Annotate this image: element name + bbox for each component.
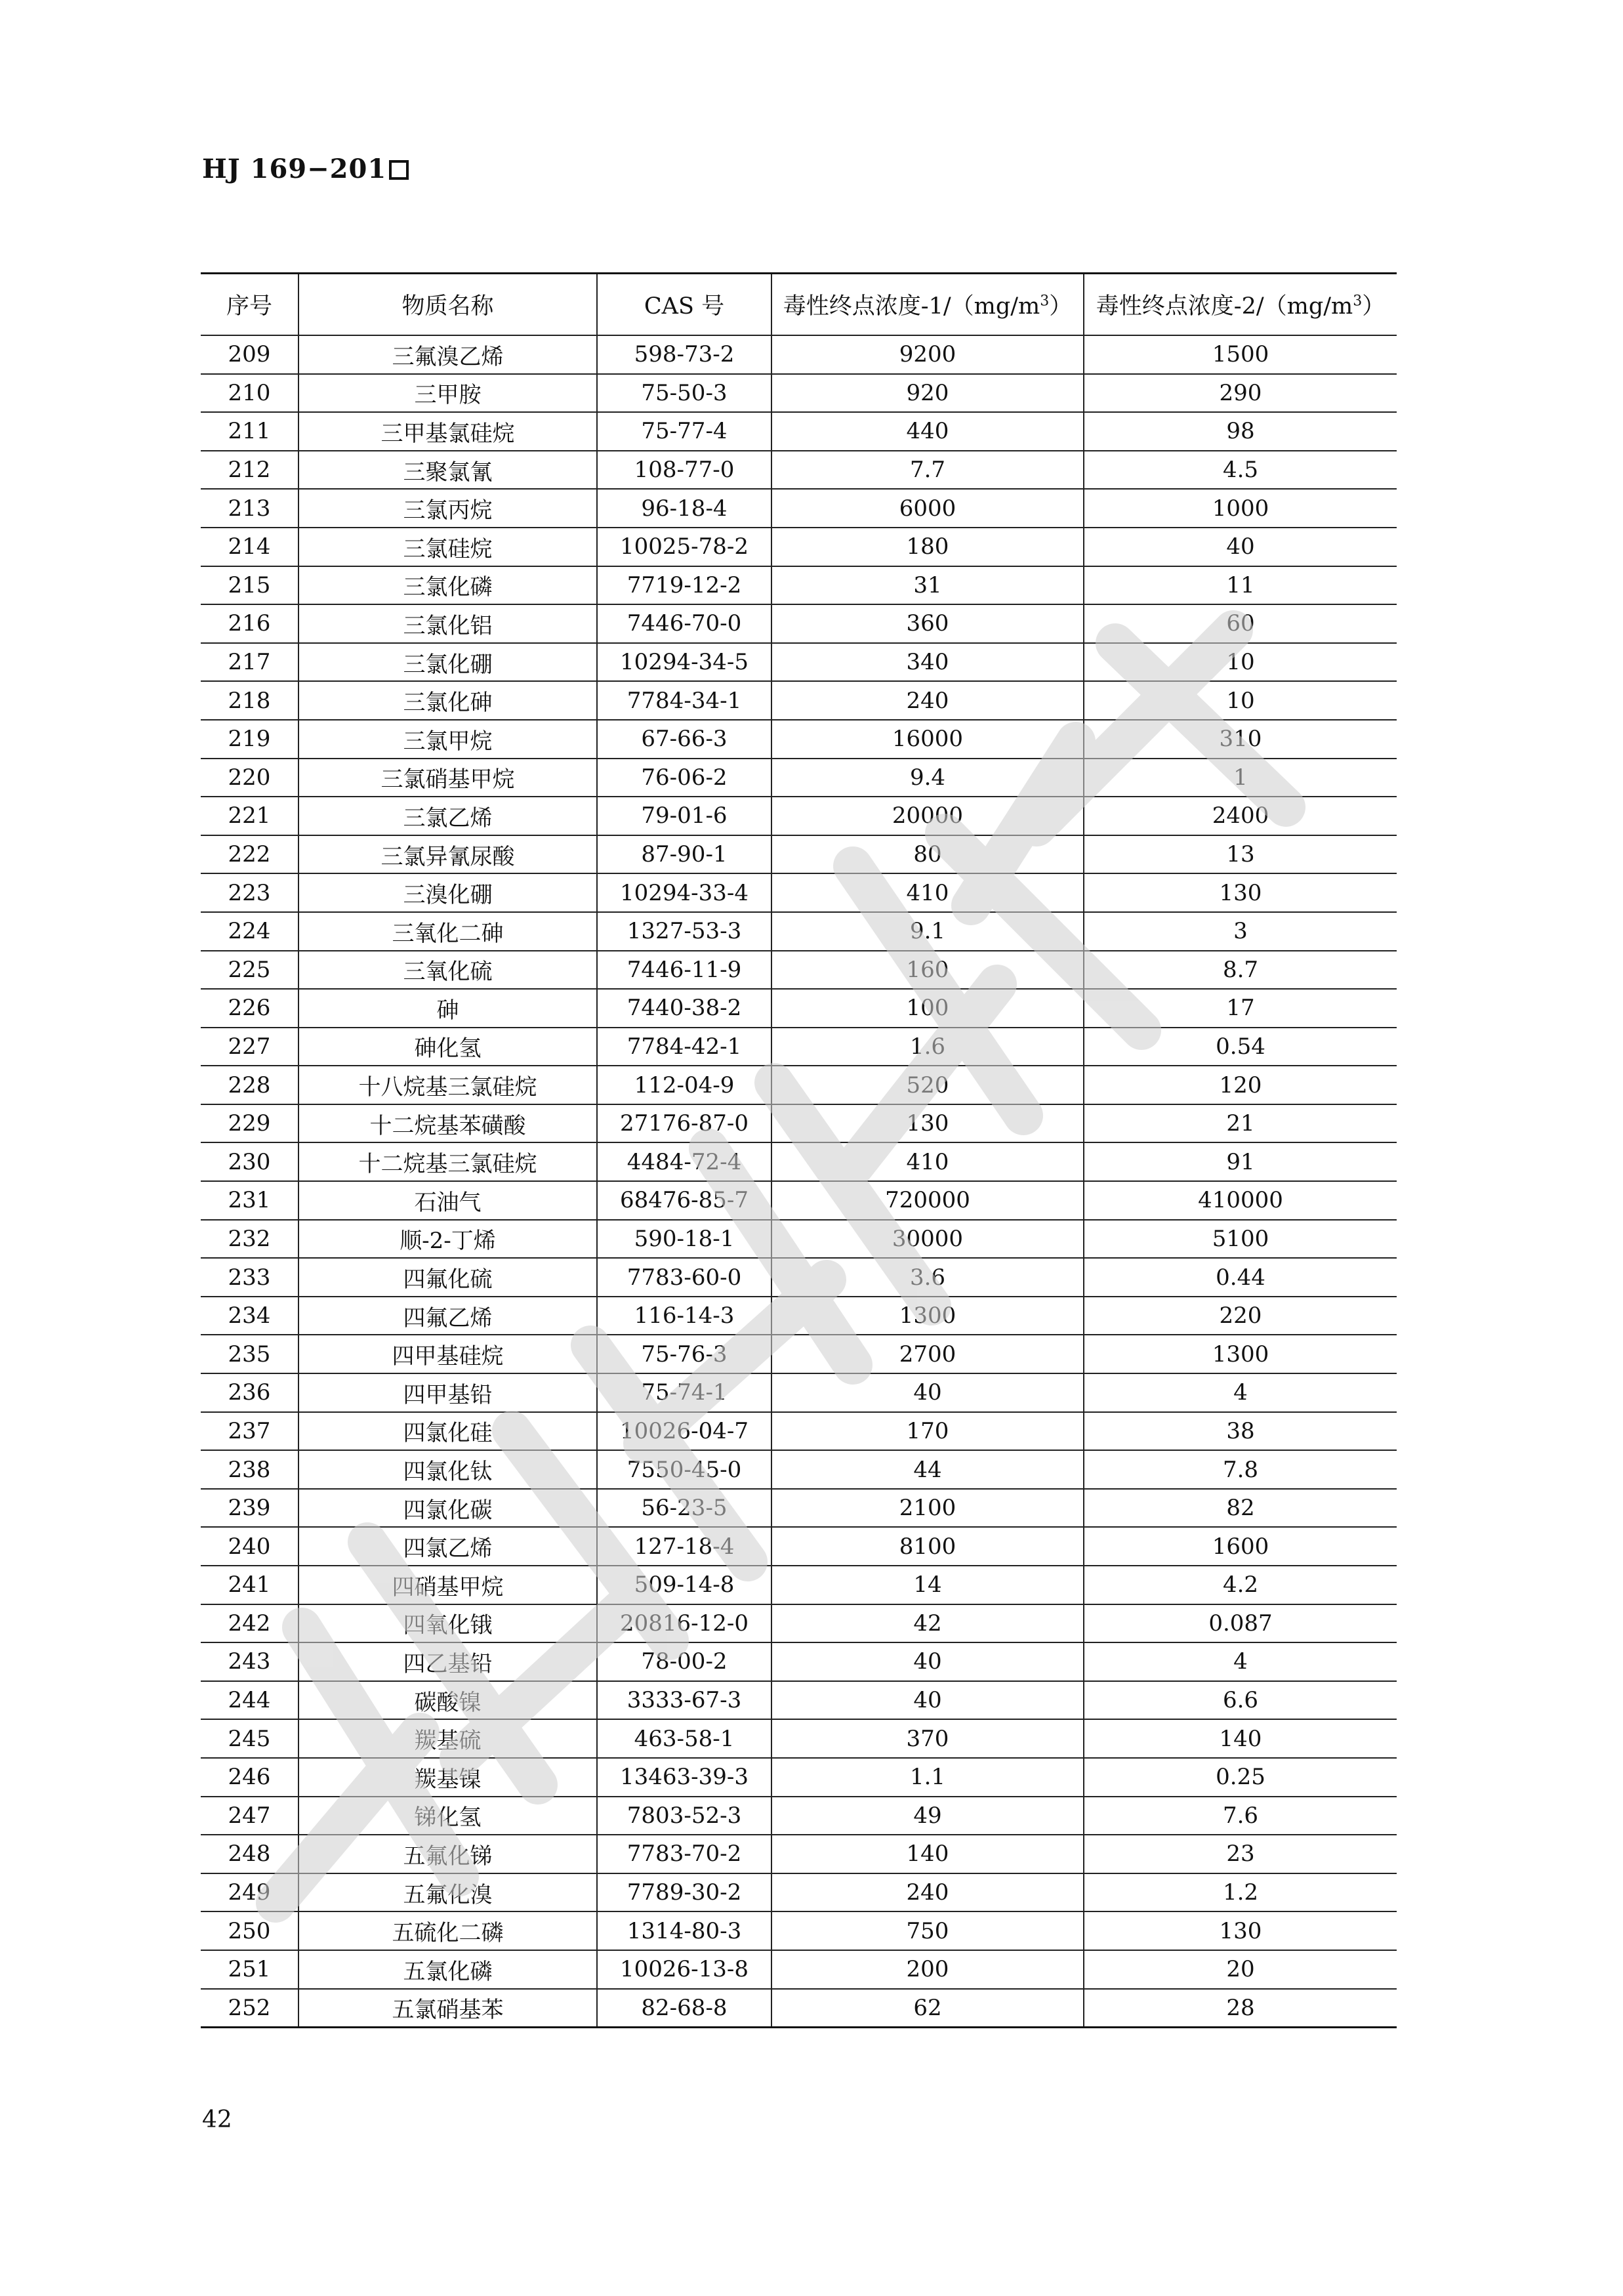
cell-cas-number: 112-04-9: [597, 1066, 771, 1104]
cell-endpoint-1: 440: [771, 412, 1084, 451]
cell-cas-number: 75-50-3: [597, 374, 771, 413]
cell-index: 224: [201, 912, 298, 951]
cell-index: 210: [201, 374, 298, 413]
cell-endpoint-1: 130: [771, 1104, 1084, 1143]
cell-substance-name: 五氟化溴: [298, 1873, 597, 1912]
cell-index: 231: [201, 1181, 298, 1220]
cell-cas-number: 20816-12-0: [597, 1604, 771, 1643]
cell-cas-number: 7446-11-9: [597, 951, 771, 990]
cell-index: 218: [201, 681, 298, 720]
cell-cas-number: 75-76-3: [597, 1335, 771, 1373]
cell-substance-name: 四氟化硫: [298, 1258, 597, 1297]
table-row: [201, 1066, 1397, 1104]
cell-index: 216: [201, 604, 298, 643]
cell-substance-name: 四氯化碳: [298, 1489, 597, 1528]
cell-substance-name: 四氧化锇: [298, 1604, 597, 1643]
cell-endpoint-1: 140: [771, 1835, 1084, 1873]
cell-endpoint-1: 9200: [771, 335, 1084, 374]
cell-cas-number: 509-14-8: [597, 1566, 771, 1604]
table-row: [201, 451, 1397, 490]
cell-endpoint-1: 62: [771, 1989, 1084, 2028]
cell-substance-name: 三氯化硼: [298, 643, 597, 682]
table-row: [201, 1297, 1397, 1335]
cell-substance-name: 四氯化钛: [298, 1450, 597, 1489]
cell-index: 247: [201, 1797, 298, 1835]
cell-endpoint-2: 17: [1084, 989, 1397, 1028]
cell-endpoint-1: 360: [771, 604, 1084, 643]
cell-index: 219: [201, 720, 298, 759]
cell-endpoint-2: 0.44: [1084, 1258, 1397, 1297]
table-row: [201, 1950, 1397, 1989]
cell-substance-name: 三氯硅烷: [298, 528, 597, 566]
cell-cas-number: 56-23-5: [597, 1489, 771, 1528]
cell-endpoint-1: 42: [771, 1604, 1084, 1643]
cell-index: 232: [201, 1220, 298, 1259]
cell-cas-number: 7719-12-2: [597, 566, 771, 605]
cell-index: 235: [201, 1335, 298, 1373]
cell-endpoint-2: 28: [1084, 1989, 1397, 2028]
cell-cas-number: 7784-42-1: [597, 1028, 771, 1066]
table-row: [201, 1028, 1397, 1066]
cell-index: 213: [201, 489, 298, 528]
cell-substance-name: 碳酸镍: [298, 1681, 597, 1720]
cell-cas-number: 10025-78-2: [597, 528, 771, 566]
cell-cas-number: 96-18-4: [597, 489, 771, 528]
cell-endpoint-2: 0.54: [1084, 1028, 1397, 1066]
cell-endpoint-2: 4: [1084, 1373, 1397, 1412]
cell-cas-number: 75-74-1: [597, 1373, 771, 1412]
cell-substance-name: 三氯丙烷: [298, 489, 597, 528]
cell-endpoint-1: 920: [771, 374, 1084, 413]
cell-index: 225: [201, 951, 298, 990]
table-row: [201, 1142, 1397, 1181]
table-row: [201, 1220, 1397, 1259]
table-row: [201, 1835, 1397, 1873]
placeholder-box-icon: [389, 160, 409, 180]
cell-substance-name: 砷化氢: [298, 1028, 597, 1066]
cell-endpoint-1: 6000: [771, 489, 1084, 528]
cell-endpoint-2: 1000: [1084, 489, 1397, 528]
cell-endpoint-2: 1300: [1084, 1335, 1397, 1373]
cell-substance-name: 三氯异氰尿酸: [298, 835, 597, 874]
cell-cas-number: 7789-30-2: [597, 1873, 771, 1912]
cell-endpoint-1: 180: [771, 528, 1084, 566]
cell-index: 250: [201, 1911, 298, 1950]
cell-cas-number: 116-14-3: [597, 1297, 771, 1335]
cell-index: 243: [201, 1642, 298, 1681]
table-row: [201, 1911, 1397, 1950]
cell-index: 244: [201, 1681, 298, 1720]
cell-endpoint-2: 91: [1084, 1142, 1397, 1181]
cell-index: 238: [201, 1450, 298, 1489]
cell-index: 209: [201, 335, 298, 374]
cell-cas-number: 10026-13-8: [597, 1950, 771, 1989]
page-number: 42: [202, 2106, 232, 2133]
cell-endpoint-2: 11: [1084, 566, 1397, 605]
cell-substance-name: 四氟乙烯: [298, 1297, 597, 1335]
cell-endpoint-2: 3: [1084, 912, 1397, 951]
cell-endpoint-1: 160: [771, 951, 1084, 990]
cell-endpoint-1: 720000: [771, 1181, 1084, 1220]
table-row: [201, 951, 1397, 990]
cell-cas-number: 3333-67-3: [597, 1681, 771, 1720]
cell-substance-name: 四甲基硅烷: [298, 1335, 597, 1373]
cell-index: 212: [201, 451, 298, 490]
cell-substance-name: 砷: [298, 989, 597, 1028]
cell-endpoint-2: 23: [1084, 1835, 1397, 1873]
cell-endpoint-1: 40: [771, 1373, 1084, 1412]
cell-endpoint-2: 1500: [1084, 335, 1397, 374]
table-row: [201, 759, 1397, 797]
table-row: [201, 1181, 1397, 1220]
document-code-header: [202, 154, 409, 184]
cell-substance-name: 五氯化磷: [298, 1950, 597, 1989]
cell-endpoint-2: 0.087: [1084, 1604, 1397, 1643]
cell-substance-name: 四氯化硅: [298, 1412, 597, 1451]
column-header-cas: CAS 号: [597, 274, 771, 336]
table-row: [201, 566, 1397, 605]
cell-substance-name: 四乙基铅: [298, 1642, 597, 1681]
cell-cas-number: 10294-33-4: [597, 873, 771, 912]
cell-endpoint-2: 21: [1084, 1104, 1397, 1143]
cell-index: 230: [201, 1142, 298, 1181]
table-row: [201, 1642, 1397, 1681]
table-row: [201, 1797, 1397, 1835]
cell-index: 249: [201, 1873, 298, 1912]
cell-substance-name: 十八烷基三氯硅烷: [298, 1066, 597, 1104]
cell-substance-name: 三氧化二砷: [298, 912, 597, 951]
cell-endpoint-2: 120: [1084, 1066, 1397, 1104]
cell-substance-name: 三甲基氯硅烷: [298, 412, 597, 451]
cell-substance-name: 五氟化锑: [298, 1835, 597, 1873]
cell-endpoint-2: 0.25: [1084, 1758, 1397, 1797]
cell-index: 223: [201, 873, 298, 912]
cell-index: 221: [201, 797, 298, 835]
table-row: [201, 1873, 1397, 1912]
cell-cas-number: 10294-34-5: [597, 643, 771, 682]
cell-endpoint-1: 40: [771, 1681, 1084, 1720]
table-row: [201, 528, 1397, 566]
cell-index: 222: [201, 835, 298, 874]
cell-index: 227: [201, 1028, 298, 1066]
cell-endpoint-1: 1.1: [771, 1758, 1084, 1797]
cell-endpoint-1: 8100: [771, 1527, 1084, 1566]
cell-index: 242: [201, 1604, 298, 1643]
cell-cas-number: 87-90-1: [597, 835, 771, 874]
cell-substance-name: 三溴化硼: [298, 873, 597, 912]
cell-substance-name: 羰基硫: [298, 1719, 597, 1758]
table-row: [201, 873, 1397, 912]
cell-endpoint-1: 170: [771, 1412, 1084, 1451]
cell-substance-name: 三氯化铝: [298, 604, 597, 643]
cell-cas-number: 7440-38-2: [597, 989, 771, 1028]
cell-substance-name: 三氯甲烷: [298, 720, 597, 759]
cell-index: 248: [201, 1835, 298, 1873]
cell-index: 245: [201, 1719, 298, 1758]
document-code: HJ 169−201: [202, 154, 387, 184]
column-header-endpoint-2: 毒性终点浓度$-2/(mg/m^3)$: [1084, 274, 1397, 336]
cell-cas-number: 7446-70-0: [597, 604, 771, 643]
cell-endpoint-2: 130: [1084, 1911, 1397, 1950]
cell-index: 237: [201, 1412, 298, 1451]
cell-cas-number: 78-00-2: [597, 1642, 771, 1681]
cell-substance-name: 四甲基铅: [298, 1373, 597, 1412]
cell-cas-number: 27176-87-0: [597, 1104, 771, 1143]
cell-substance-name: 三氟溴乙烯: [298, 335, 597, 374]
cell-cas-number: 10026-04-7: [597, 1412, 771, 1451]
cell-cas-number: 68476-85-7: [597, 1181, 771, 1220]
cell-endpoint-1: 520: [771, 1066, 1084, 1104]
cell-cas-number: 67-66-3: [597, 720, 771, 759]
cell-substance-name: 三氯化砷: [298, 681, 597, 720]
cell-substance-name: 三氯硝基甲烷: [298, 759, 597, 797]
cell-cas-number: 598-73-2: [597, 335, 771, 374]
cell-endpoint-1: 200: [771, 1950, 1084, 1989]
cell-endpoint-1: 340: [771, 643, 1084, 682]
cell-cas-number: 76-06-2: [597, 759, 771, 797]
cell-substance-name: 石油气: [298, 1181, 597, 1220]
cell-index: 246: [201, 1758, 298, 1797]
table-row: [201, 1527, 1397, 1566]
cell-endpoint-1: 14: [771, 1566, 1084, 1604]
cell-index: 251: [201, 1950, 298, 1989]
table-header-row: [201, 274, 1397, 336]
cell-endpoint-2: 98: [1084, 412, 1397, 451]
cell-index: 252: [201, 1989, 298, 2028]
cell-cas-number: 590-18-1: [597, 1220, 771, 1259]
cell-index: 240: [201, 1527, 298, 1566]
cell-cas-number: 4484-72-4: [597, 1142, 771, 1181]
table-row: [201, 989, 1397, 1028]
cell-endpoint-1: 16000: [771, 720, 1084, 759]
cell-endpoint-1: 44: [771, 1450, 1084, 1489]
cell-substance-name: 十二烷基三氯硅烷: [298, 1142, 597, 1181]
cell-endpoint-1: 30000: [771, 1220, 1084, 1259]
table-row: [201, 1412, 1397, 1451]
cell-endpoint-2: 410000: [1084, 1181, 1397, 1220]
cell-index: 226: [201, 989, 298, 1028]
cell-endpoint-2: 1600: [1084, 1527, 1397, 1566]
column-header-endpoint-1: 毒性终点浓度$-1/(mg/m^3)$: [771, 274, 1084, 336]
table-row: [201, 604, 1397, 643]
table-row: [201, 1258, 1397, 1297]
cell-index: 215: [201, 566, 298, 605]
cell-endpoint-2: 140: [1084, 1719, 1397, 1758]
table-row: [201, 1335, 1397, 1373]
cell-endpoint-1: 410: [771, 873, 1084, 912]
cell-endpoint-1: 31: [771, 566, 1084, 605]
cell-endpoint-2: 6.6: [1084, 1681, 1397, 1720]
cell-endpoint-1: 49: [771, 1797, 1084, 1835]
cell-endpoint-1: 100: [771, 989, 1084, 1028]
table-row: [201, 1489, 1397, 1528]
cell-index: 220: [201, 759, 298, 797]
cell-endpoint-2: 220: [1084, 1297, 1397, 1335]
cell-endpoint-2: 60: [1084, 604, 1397, 643]
cell-index: 233: [201, 1258, 298, 1297]
table-row: [201, 720, 1397, 759]
cell-substance-name: 四氯乙烯: [298, 1527, 597, 1566]
cell-substance-name: 五硫化二磷: [298, 1911, 597, 1950]
table-row: [201, 412, 1397, 451]
cell-substance-name: 十二烷基苯磺酸: [298, 1104, 597, 1143]
cell-cas-number: 108-77-0: [597, 451, 771, 490]
cell-endpoint-1: 1.6: [771, 1028, 1084, 1066]
cell-endpoint-1: 80: [771, 835, 1084, 874]
cell-index: 229: [201, 1104, 298, 1143]
cell-index: 234: [201, 1297, 298, 1335]
cell-endpoint-1: 410: [771, 1142, 1084, 1181]
cell-cas-number: 7783-70-2: [597, 1835, 771, 1873]
cell-index: 211: [201, 412, 298, 451]
cell-cas-number: 13463-39-3: [597, 1758, 771, 1797]
cell-endpoint-2: 290: [1084, 374, 1397, 413]
cell-endpoint-1: 7.7: [771, 451, 1084, 490]
table-row: [201, 681, 1397, 720]
cell-index: 239: [201, 1489, 298, 1528]
cell-cas-number: 75-77-4: [597, 412, 771, 451]
cell-endpoint-1: 240: [771, 681, 1084, 720]
cell-index: 236: [201, 1373, 298, 1412]
cell-cas-number: 82-68-8: [597, 1989, 771, 2028]
cell-endpoint-2: 20: [1084, 1950, 1397, 1989]
cell-endpoint-2: 5100: [1084, 1220, 1397, 1259]
table-row: [201, 335, 1397, 374]
cell-endpoint-2: 1.2: [1084, 1873, 1397, 1912]
cell-endpoint-2: 38: [1084, 1412, 1397, 1451]
cell-endpoint-2: 82: [1084, 1489, 1397, 1528]
table-row: [201, 1604, 1397, 1643]
table-row: [201, 1450, 1397, 1489]
cell-cas-number: 1314-80-3: [597, 1911, 771, 1950]
cell-substance-name: 顺-2-丁烯: [298, 1220, 597, 1259]
cell-index: 228: [201, 1066, 298, 1104]
cell-endpoint-1: 370: [771, 1719, 1084, 1758]
table-row: [201, 835, 1397, 874]
cell-index: 214: [201, 528, 298, 566]
cell-endpoint-2: 2400: [1084, 797, 1397, 835]
cell-substance-name: 锑化氢: [298, 1797, 597, 1835]
cell-substance-name: 三甲胺: [298, 374, 597, 413]
table-row: [201, 489, 1397, 528]
cell-substance-name: 羰基镍: [298, 1758, 597, 1797]
cell-endpoint-2: 10: [1084, 643, 1397, 682]
cell-substance-name: 三氯化磷: [298, 566, 597, 605]
cell-cas-number: 79-01-6: [597, 797, 771, 835]
cell-endpoint-1: 2100: [771, 1489, 1084, 1528]
table-row: [201, 1758, 1397, 1797]
table-row: [201, 1681, 1397, 1720]
cell-index: 217: [201, 643, 298, 682]
cell-endpoint-1: 3.6: [771, 1258, 1084, 1297]
cell-cas-number: 7550-45-0: [597, 1450, 771, 1489]
cell-cas-number: 463-58-1: [597, 1719, 771, 1758]
table-row: [201, 1373, 1397, 1412]
cell-endpoint-2: 40: [1084, 528, 1397, 566]
cell-endpoint-1: 20000: [771, 797, 1084, 835]
table-row: [201, 797, 1397, 835]
cell-endpoint-2: 4.2: [1084, 1566, 1397, 1604]
cell-endpoint-2: 4: [1084, 1642, 1397, 1681]
cell-endpoint-2: 1: [1084, 759, 1397, 797]
cell-endpoint-2: 7.8: [1084, 1450, 1397, 1489]
cell-endpoint-2: 310: [1084, 720, 1397, 759]
column-header-index: 序号: [201, 274, 298, 336]
cell-substance-name: 五氯硝基苯: [298, 1989, 597, 2028]
cell-endpoint-2: 8.7: [1084, 951, 1397, 990]
cell-cas-number: 7803-52-3: [597, 1797, 771, 1835]
cell-endpoint-1: 1300: [771, 1297, 1084, 1335]
cell-index: 241: [201, 1566, 298, 1604]
cell-endpoint-1: 9.4: [771, 759, 1084, 797]
cell-endpoint-2: 13: [1084, 835, 1397, 874]
cell-endpoint-1: 40: [771, 1642, 1084, 1681]
cell-cas-number: 7783-60-0: [597, 1258, 771, 1297]
table-row: [201, 1104, 1397, 1143]
cell-endpoint-1: 750: [771, 1911, 1084, 1950]
cell-endpoint-1: 9.1: [771, 912, 1084, 951]
cell-substance-name: 三氧化硫: [298, 951, 597, 990]
cell-endpoint-1: 2700: [771, 1335, 1084, 1373]
cell-substance-name: 三氯乙烯: [298, 797, 597, 835]
table-row: [201, 374, 1397, 413]
cell-cas-number: 1327-53-3: [597, 912, 771, 951]
cell-endpoint-2: 130: [1084, 873, 1397, 912]
cell-cas-number: 127-18-4: [597, 1527, 771, 1566]
table-row: [201, 1566, 1397, 1604]
table-row: [201, 1719, 1397, 1758]
cell-substance-name: 四硝基甲烷: [298, 1566, 597, 1604]
table-row: [201, 643, 1397, 682]
toxicity-endpoint-table: [201, 272, 1397, 2028]
column-header-substance: 物质名称: [298, 274, 597, 336]
cell-cas-number: 7784-34-1: [597, 681, 771, 720]
cell-endpoint-2: 10: [1084, 681, 1397, 720]
cell-endpoint-2: 4.5: [1084, 451, 1397, 490]
cell-substance-name: 三聚氯氰: [298, 451, 597, 490]
table-row: [201, 1989, 1397, 2028]
cell-endpoint-2: 7.6: [1084, 1797, 1397, 1835]
cell-endpoint-1: 240: [771, 1873, 1084, 1912]
table-row: [201, 912, 1397, 951]
